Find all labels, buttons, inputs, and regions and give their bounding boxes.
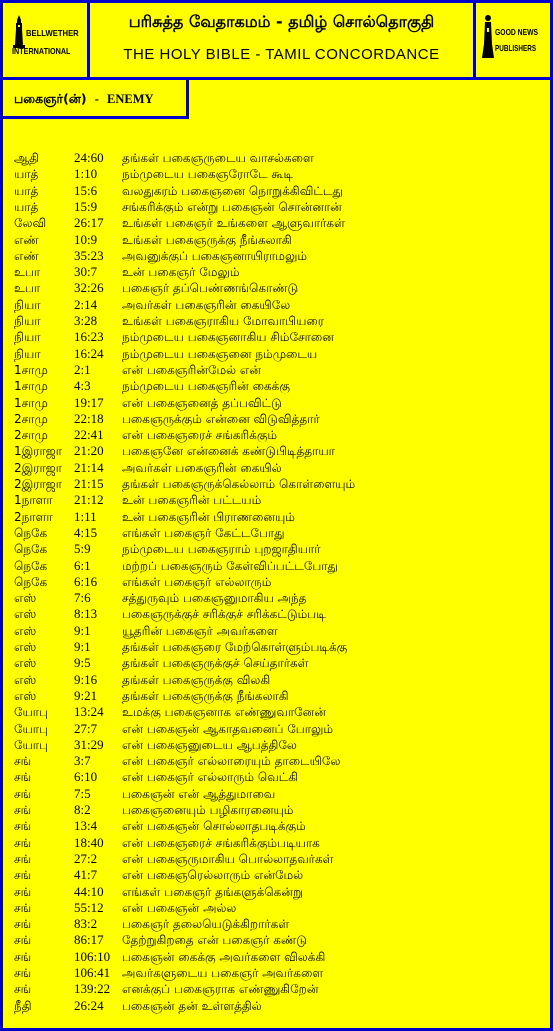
verse-reference: 35:23 (74, 247, 104, 263)
verse-text: என் பகைஞர் எல்லாரும் வெட்கி (122, 770, 299, 785)
verse-book: நியா (14, 297, 41, 312)
verse-book: சங் (14, 770, 32, 785)
verse-book: நெகே (14, 542, 48, 557)
verse-text: என் பகைஞன் சொல்லாதபடிக்கும் (122, 819, 306, 834)
verse-book: எஸ் (14, 688, 37, 703)
verse-book: 1நாளா (14, 493, 53, 508)
verse-reference: 106:10 (74, 948, 111, 964)
verse-reference: 4:3 (74, 378, 91, 394)
verse-book: நீதி (14, 998, 32, 1013)
verse-book: ஆதி (14, 151, 40, 165)
verse-book: எண் (14, 248, 39, 263)
verse-book: 2இராஜா (14, 477, 63, 491)
verse-text: நம்முடைய பகைஞனாகிய சிம்சோனை (122, 330, 334, 345)
verse-text: அவனுக்குப் பகைஞனாயிராமலும் (122, 248, 307, 263)
verse-reference: 19:17 (74, 394, 104, 410)
verse-book: சங் (14, 835, 32, 850)
verse-reference: 21:20 (74, 443, 104, 459)
verse-reference: 55:12 (74, 899, 104, 915)
verse-text: பகைஞருக்குச் சரிக்குச் சரிக்கட்டும்படி (122, 607, 326, 622)
verse-text: பகைஞனே என்னைக் கண்டுபிடித்தாயா (122, 444, 335, 459)
verse-reference: 21:14 (74, 459, 104, 475)
verse-text: என் பகைஞனுடைய ஆபத்திலே (122, 737, 297, 752)
verse-reference: 32:26 (74, 280, 104, 296)
verse-text: தங்கள் பகைஞருக்கு விலகி (122, 672, 271, 687)
verse-text: நம்முடைய பகைஞரின் கைக்கு (122, 379, 290, 394)
verse-text: தங்கள் பகைஞரை மேற்கொள்ளும்படிக்கு (122, 640, 348, 654)
good-news-logo-text: GOOD NEWS (495, 27, 539, 37)
verse-text: என் பகைஞன் ஆகாதவனைப் போலும் (122, 721, 334, 736)
verse-book: சங் (14, 786, 32, 801)
verse-text: பகைஞர் தலையெடுக்கிறார்கள் (122, 917, 290, 932)
verse-text: அவர்கள் பகைஞரின் கையில் (122, 460, 282, 475)
verse-reference: 22:41 (74, 427, 104, 443)
verse-text: நம்முடைய பகைஞராம் புறஜாதியார் (122, 542, 321, 557)
verse-book: நியா (14, 314, 41, 328)
verse-text: பகைஞர் தப்பெண்ணங்கொண்டு (122, 281, 299, 296)
verse-reference: 5:9 (74, 541, 91, 557)
verse-book: சங் (14, 917, 32, 932)
verse-book: 2இராஜா (14, 460, 63, 475)
verse-text: எனக்குப் பகைஞராக எண்ணுகிறேன் (122, 982, 319, 997)
verse-text: எங்கள் பகைஞர் தங்களுக்கென்று (122, 884, 303, 899)
verse-book: உபா (14, 265, 41, 280)
verse-text: உன் பகைஞரின் பிராணனையும் (122, 509, 295, 524)
verse-reference: 31:29 (74, 736, 104, 752)
verse-reference: 6:10 (74, 769, 98, 785)
verse-book: சங் (14, 803, 32, 817)
verse-reference: 6:1 (74, 557, 91, 573)
verse-text: தேற்றுகிறதை என் பகைஞர் கண்டு (122, 933, 307, 948)
verse-text: பகைஞன் என் ஆத்துமாவை (122, 786, 276, 801)
verse-text: உமக்கு பகைஞனாக எண்ணுவானேன் (122, 705, 326, 720)
verse-reference: 22:18 (74, 410, 104, 426)
verse-book: நெகே (14, 558, 48, 573)
verse-reference: 16:24 (74, 345, 104, 361)
verse-book: எஸ் (14, 591, 37, 606)
verse-text: என் பகைஞனைத் தப்பவிட்டு (122, 395, 282, 410)
verse-reference: 8:13 (74, 606, 98, 622)
verse-text: என் பகைஞரைச் சங்கரிக்கும் (122, 428, 278, 443)
good-news-logo-subtext: PUBLISHERS (495, 43, 537, 53)
verse-book: எஸ் (14, 656, 37, 671)
verse-book: சங் (14, 982, 32, 997)
verse-text: உங்கள் பகைஞர் உங்களை ஆளுவார்கள் (122, 216, 345, 231)
verse-reference: 3:7 (74, 753, 91, 769)
verse-reference: 15:6 (74, 182, 98, 198)
verse-text: தங்கள் பகைஞருடைய வாசல்களை (122, 151, 314, 165)
verse-book: 2நாளா (14, 509, 53, 524)
verse-reference: 6:16 (74, 573, 98, 589)
verse-reference: 139:22 (74, 981, 111, 997)
verse-book: சங் (14, 868, 32, 883)
verse-reference: 13:4 (74, 818, 98, 834)
verse-text: மற்றப் பகைஞரும் கேள்விப்பட்டபோது (122, 558, 338, 573)
verse-text: என் பகைஞரின்மேல் என் (122, 362, 261, 377)
verse-reference: 3:28 (74, 313, 98, 328)
verse-text: என் பகைஞருமாகிய பொல்லாதவர்கள் (122, 851, 334, 866)
title-tamil: பரிசுத்த வேதாகமம் - தமிழ் சொல்தொகுதி (128, 12, 435, 31)
verse-book: சங் (14, 900, 32, 915)
verse-book: சங் (14, 949, 32, 964)
verse-reference: 4:15 (74, 524, 98, 540)
verse-reference: 106:41 (74, 965, 111, 980)
verse-text: உங்கள் பகைஞராகிய மோவாபியரை (122, 314, 324, 328)
verse-text: தங்கள் பகைஞருக்கெல்லாம் கொள்ளையும் (122, 477, 356, 491)
verse-reference: 26:17 (74, 215, 104, 231)
verse-book: நெகே (14, 574, 48, 589)
verse-text: உங்கள் பகைஞருக்கு நீங்கலாகி (122, 232, 292, 247)
entry-separator: - (94, 92, 99, 106)
verse-reference: 10:9 (74, 231, 98, 247)
verse-text: என் பகைஞன் அல்ல (122, 900, 237, 915)
verse-text: சத்துருவும் பகைஞனுமாகிய அந்த (122, 591, 307, 606)
verse-text: நம்முடைய பகைஞனை நம்முடைய (122, 346, 318, 361)
verse-reference: 9:1 (74, 639, 91, 654)
entry-headword-tamil: பகைஞர்(ன்) (14, 91, 87, 106)
verse-text: என் பகைஞரெல்லாரும் என்மேல் (122, 868, 304, 883)
verse-book: 1சாமு (14, 395, 48, 410)
verse-text: எங்கள் பகைஞர் எல்லாரும் (122, 574, 272, 589)
verse-reference: 8:2 (74, 802, 91, 817)
verse-reference: 1:10 (74, 166, 98, 182)
verse-book: எஸ் (14, 672, 37, 687)
verse-book: யோபு (14, 705, 49, 720)
verse-text: தங்கள் பகைஞருக்கு நீங்கலாகி (122, 688, 289, 703)
verse-text: தங்கள் பகைஞருக்குச் செய்தார்கள் (122, 656, 309, 671)
verse-reference: 30:7 (74, 264, 98, 280)
verse-book: எஸ் (14, 623, 37, 638)
verse-book: சங் (14, 851, 32, 866)
bellwether-logo-text: BELLWETHER (26, 28, 79, 38)
verse-text: பகைஞருக்கும் என்னை விடுவித்தார் (122, 411, 320, 426)
verse-reference: 21:15 (74, 476, 104, 491)
verse-book: எஸ் (14, 607, 37, 622)
verse-book: யோபு (14, 721, 49, 736)
title-english: THE HOLY BIBLE - TAMIL CONCORDANCE (123, 46, 440, 63)
verse-reference: 27:7 (74, 720, 98, 736)
verse-reference: 9:1 (74, 622, 91, 638)
verse-book: 1சாமு (14, 379, 48, 394)
verse-text: என் பகைஞரைச் சங்கரிக்கும்படியாக (122, 835, 320, 850)
verse-reference: 9:21 (74, 687, 98, 703)
verse-reference: 9:5 (74, 655, 91, 671)
verse-reference: 44:10 (74, 883, 104, 899)
verse-text: அவர்களுடைய பகைஞர் அவர்களை (122, 966, 324, 980)
verse-reference: 21:12 (74, 492, 104, 508)
verse-reference: 16:23 (74, 329, 104, 345)
verse-reference: 9:16 (74, 671, 98, 687)
verse-text: எங்கள் பகைஞர் கேட்டபோது (122, 525, 285, 540)
verse-text: என் பகைஞர் எல்லாரையும் தாடையிலே (122, 754, 341, 769)
entry-headword-english: ENEMY (107, 92, 154, 106)
verse-text: பகைஞன் கைக்கு அவர்களை விலக்கி (122, 949, 326, 964)
verse-text: அவர்கள் பகைஞரின் கையிலே (122, 297, 291, 312)
verse-book: சங் (14, 819, 32, 834)
verse-text: பகைஞனையும் பழிகாரனையும் (122, 803, 294, 817)
verse-book: நியா (14, 330, 41, 345)
verse-book: 1சாமு (14, 362, 48, 377)
verse-reference: 86:17 (74, 932, 104, 948)
verse-reference: 41:7 (74, 867, 98, 883)
verse-book: எஸ் (14, 640, 37, 654)
verse-reference: 15:9 (74, 198, 98, 214)
verse-book: சங் (14, 884, 32, 899)
verse-text: பகைஞன் தன் உள்ளத்தில் (122, 998, 262, 1013)
verse-reference: 26:24 (74, 997, 104, 1013)
verse-book: 2சாமு (14, 428, 48, 443)
verse-text: உன் பகைஞரின் பட்டயம் (122, 493, 262, 508)
verse-text: வலதுகரம் பகைஞனை நொறுக்கிவிட்டது (122, 183, 343, 198)
verse-book: யாத் (14, 167, 39, 182)
verse-book: நெகே (14, 525, 48, 540)
verse-book: சங் (14, 754, 32, 769)
verse-reference: 2:14 (74, 296, 98, 312)
verse-text: நம்முடைய பகைஞரோடே கூடி (122, 167, 293, 182)
verse-book: யோபு (14, 737, 49, 752)
verse-book: யாத் (14, 183, 39, 198)
verse-book: 1இராஜா (14, 444, 63, 459)
verse-reference: 7:6 (74, 590, 91, 606)
verse-book: உபா (14, 281, 41, 296)
verse-book: எண் (14, 232, 39, 247)
verse-reference: 1:11 (74, 508, 97, 524)
verse-reference: 13:24 (74, 704, 104, 720)
verse-book: சங் (14, 933, 32, 948)
verse-reference: 83:2 (74, 916, 98, 932)
verse-book: நியா (14, 346, 41, 361)
verse-book: சங் (14, 966, 32, 980)
verse-reference: 18:40 (74, 834, 104, 850)
verse-text: யூதரின் பகைஞர் அவர்களை (122, 623, 278, 638)
verse-reference: 7:5 (74, 785, 91, 801)
verse-text: சங்கரிக்கும் என்று பகைஞன் சொன்னான் (122, 199, 342, 214)
verse-book: 2சாமு (14, 411, 48, 426)
verse-reference: 24:60 (74, 150, 104, 165)
verse-reference: 27:2 (74, 850, 98, 866)
verse-book: யாத் (14, 199, 39, 214)
bellwether-logo-subtext: INTERNATIONAL (12, 46, 71, 56)
verse-book: லேவி (14, 216, 47, 231)
verse-reference: 2:1 (74, 361, 91, 377)
verse-text: உன் பகைஞர் மேலும் (122, 265, 240, 280)
